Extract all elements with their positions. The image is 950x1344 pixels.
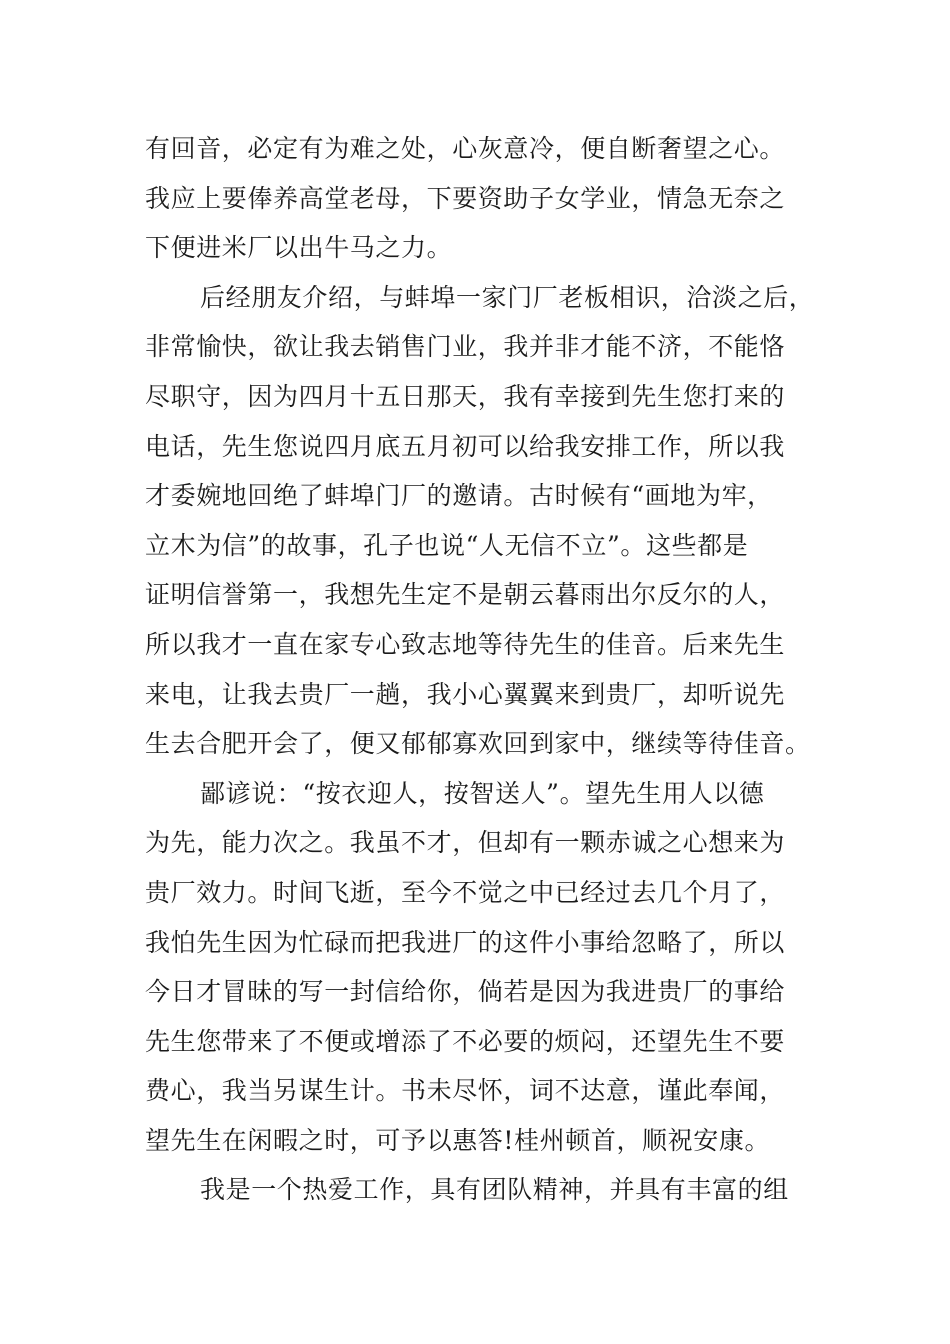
text-line: 立木为信”的故事，孔子也说“人无信不立”。这些都是 (145, 530, 749, 560)
text-line: 费心，我当另谋生计。书未尽怀，词不达意，谨此奉闻， (145, 1076, 786, 1106)
paragraph-first-line: 后经朋友介绍，与蚌埠一家门厂老板相识，洽淡之后， (200, 282, 815, 312)
text-line: 来电，让我去贵厂一趟，我小心翼翼来到贵厂，却听说先 (145, 679, 786, 709)
text-line: 非常愉快，欲让我去销售门业，我并非才能不济，不能恪 (145, 332, 786, 362)
text-line: 电话，先生您说四月底五月初可以给我安排工作，所以我 (145, 431, 786, 461)
text-line: 尽职守，因为四月十五日那天，我有幸接到先生您打来的 (145, 381, 786, 411)
text-line: 今日才冒昧的写一封信给你，倘若是因为我进贵厂的事给 (145, 977, 786, 1007)
text-line: 才委婉地回绝了蚌埠门厂的邀请。古时候有“画地为牢， (145, 481, 773, 511)
text-line: 为先，能力次之。我虽不才，但却有一颗赤诚之心想来为 (145, 828, 786, 858)
text-line: 望先生在闲暇之时，可予以惠答!桂州顿首，顺祝安康。 (145, 1125, 771, 1155)
text-line: 贵厂效力。时间飞逝，至今不觉之中已经过去几个月了， (145, 877, 786, 907)
text-line: 所以我才一直在家专心致志地等待先生的佳音。后来先生 (145, 629, 786, 659)
text-line: 下便进米厂以出牛马之力。 (145, 233, 453, 263)
text-line: 生去合肥开会了，便又郁郁寡欢回到家中，继续等待佳音。 (145, 729, 811, 759)
letter-body (145, 124, 825, 1215)
paragraph-first-line: 鄙谚说：“按衣迎人，按智送人”。望先生用人以德 (200, 778, 765, 808)
paragraph-first-line: 我是一个热爱工作，具有团队精神，并具有丰富的组 (200, 1175, 789, 1205)
text-line: 证明信誉第一，我想先生定不是朝云暮雨出尔反尔的人， (145, 580, 786, 610)
text-line: 我怕先生因为忙碌而把我进厂的这件小事给忽略了，所以 (145, 927, 786, 957)
text-line: 我应上要俸养高堂老母，下要资助子女学业，情急无奈之 (145, 183, 786, 213)
text-line: 有回音，必定有为难之处，心灰意冷，便自断奢望之心。 (145, 134, 786, 163)
text-line: 先生您带来了不便或增添了不必要的烦闷，还望先生不要 (145, 1026, 786, 1056)
